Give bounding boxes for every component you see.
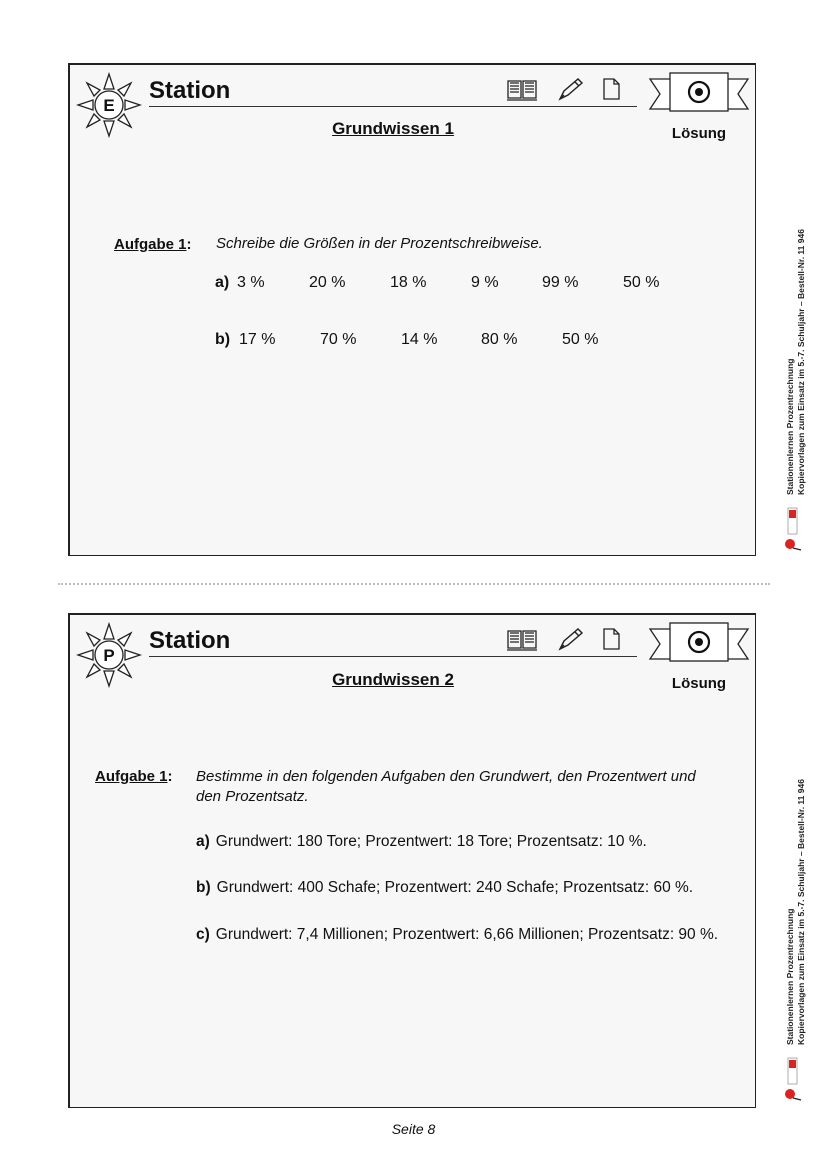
answer-value: 70 % <box>320 331 357 348</box>
task-text-line-2: den Prozentsatz. <box>196 788 309 805</box>
loesung-label: Lösung <box>671 675 727 692</box>
item-text: Grundwert: 7,4 Millionen; Prozentwert: 6,66 Millionen; Prozentsatz: 90 %. <box>215 926 719 943</box>
card-subtitle: Grundwissen 1 <box>332 119 454 138</box>
station-title: Station <box>149 77 231 104</box>
publisher-logo-icon <box>781 506 805 552</box>
answer-value: 17 % <box>239 331 276 348</box>
tool-icons <box>506 627 626 653</box>
station-letter: P <box>103 646 115 665</box>
task-item-b <box>196 879 693 897</box>
answer-value: 9 % <box>471 274 499 291</box>
item-label: c) <box>196 926 210 943</box>
answer-value: 50 % <box>562 331 599 348</box>
card-subtitle: Grundwissen 2 <box>332 670 454 689</box>
task-item-a <box>196 833 647 851</box>
loesung-label: Lösung <box>671 125 727 142</box>
target-ribbon-icon <box>648 621 750 667</box>
task-label: Aufgabe 1: <box>114 236 192 253</box>
task-label: Aufgabe 1: <box>95 768 173 785</box>
pencil-icon <box>560 79 582 99</box>
answer-value: 99 % <box>542 274 579 291</box>
target-ribbon-icon <box>648 71 750 117</box>
answer-value: 14 % <box>401 331 438 348</box>
answer-value: 3 % <box>237 274 265 291</box>
pencil-icon <box>560 629 582 649</box>
cut-line <box>58 583 770 585</box>
task-text-line-1: Bestimme in den folgenden Aufgaben den Grundwert, den Prozentwert und <box>196 768 696 785</box>
book-icon <box>507 81 537 100</box>
task-text: Schreibe die Größen in der Prozentschreibweise. <box>216 235 543 252</box>
row-label: a) <box>215 274 230 291</box>
page-icon <box>604 79 619 99</box>
page-icon <box>604 629 619 649</box>
station-card-grundwissen-1 <box>68 63 756 556</box>
title-rule <box>149 656 637 657</box>
answer-value: 18 % <box>390 274 427 291</box>
answer-value: 80 % <box>481 331 518 348</box>
tool-icons <box>506 77 626 103</box>
title-rule <box>149 106 637 107</box>
page-number: Seite 8 <box>391 1121 436 1137</box>
station-letter: E <box>103 96 115 115</box>
station-card-grundwissen-2 <box>68 613 756 1108</box>
publisher-sidebar-top: Stationenlernen Prozentrechnung Kopiervorlagen zum Einsatz im 5.-7. Schuljahr – Bestell-Nr. 11 946 <box>785 229 806 495</box>
item-text: Grundwert: 180 Tore; Prozentwert: 18 Tore; Prozentsatz: 10 %. <box>215 833 647 850</box>
publisher-logo-icon <box>781 1056 805 1102</box>
answer-value: 20 % <box>309 274 346 291</box>
station-title: Station <box>149 627 231 654</box>
book-icon <box>507 631 537 650</box>
answer-row-a <box>215 274 735 294</box>
item-label: a) <box>196 833 210 850</box>
answer-value: 50 % <box>623 274 660 291</box>
row-label: b) <box>215 331 231 348</box>
task-item-c <box>196 926 718 944</box>
item-text: Grundwert: 400 Schafe; Prozentwert: 240 Schafe; Prozentsatz: 60 %. <box>216 879 694 896</box>
publisher-sidebar-bottom: Stationenlernen Prozentrechnung Kopiervorlagen zum Einsatz im 5.-7. Schuljahr – Bestell-Nr. 11 946 <box>785 779 806 1045</box>
task-text <box>196 767 746 807</box>
item-label: b) <box>196 879 211 896</box>
answer-row-b <box>215 331 735 351</box>
